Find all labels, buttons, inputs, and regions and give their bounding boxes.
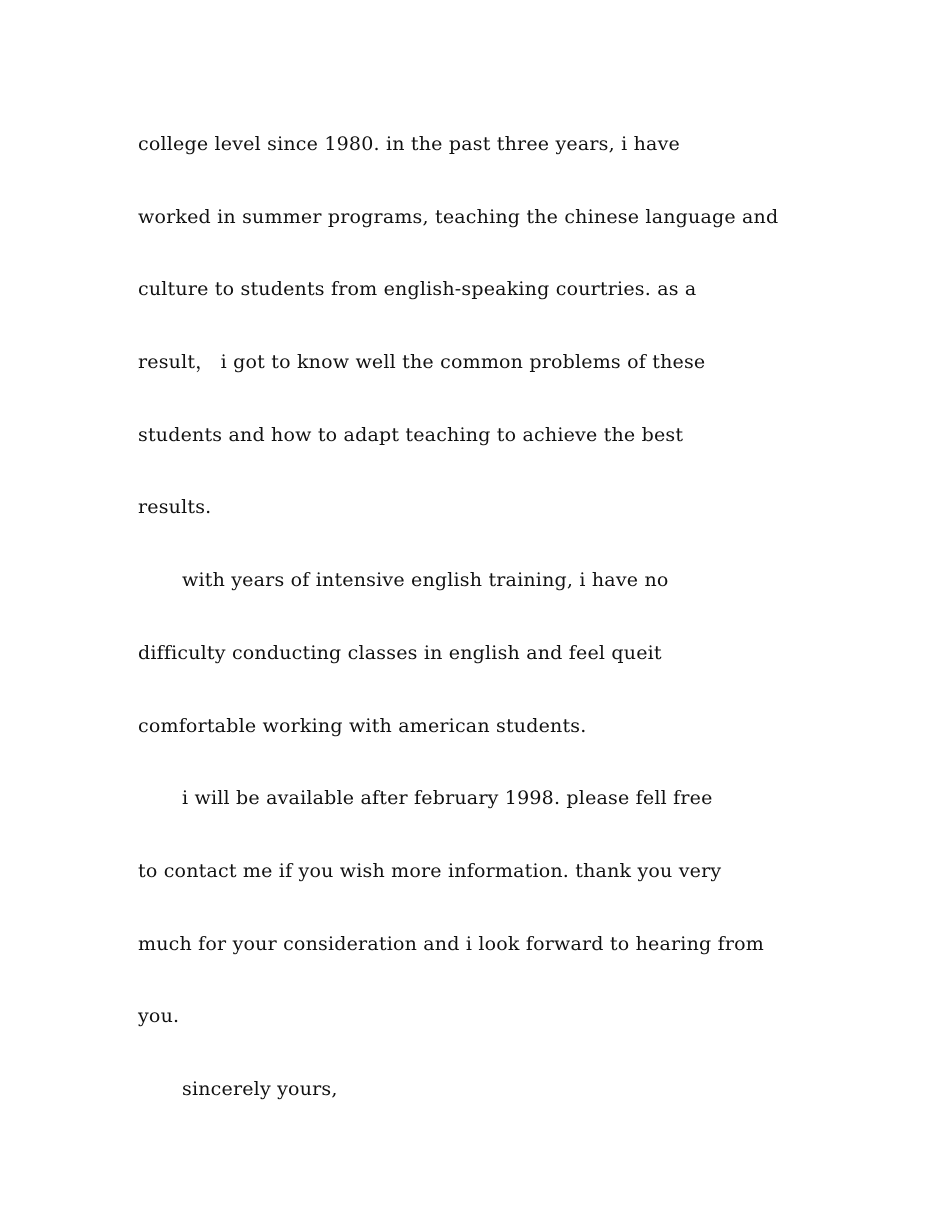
text-line: results. [138,496,212,519]
text-line: result， i got to know well the common problems of these [138,351,706,374]
text-line: you. [138,1005,180,1028]
text-line: comfortable working with american students. [138,714,587,737]
letter-body [138,120,838,1138]
paragraph-start-line: i will be available after february 1998. please fell free [182,787,713,810]
text-line: college level since 1980. in the past three years, i have [138,133,680,155]
text-line: to contact me if you wish more information. thank you very [138,859,722,882]
text-line: difficulty conducting classes in english and feel queit [138,641,662,664]
text-line: students and how to adapt teaching to achieve the best [138,423,684,446]
paragraph-start-line: with years of intensive english training, i have no [182,569,669,592]
text-line: worked in summer programs, teaching the chinese language and [138,205,779,228]
text-line: culture to students from english-speaking courtries. as a [138,278,697,301]
text-line: much for your consideration and i look forward to hearing from [138,932,764,955]
closing-line: sincerely yours, [182,1077,338,1100]
